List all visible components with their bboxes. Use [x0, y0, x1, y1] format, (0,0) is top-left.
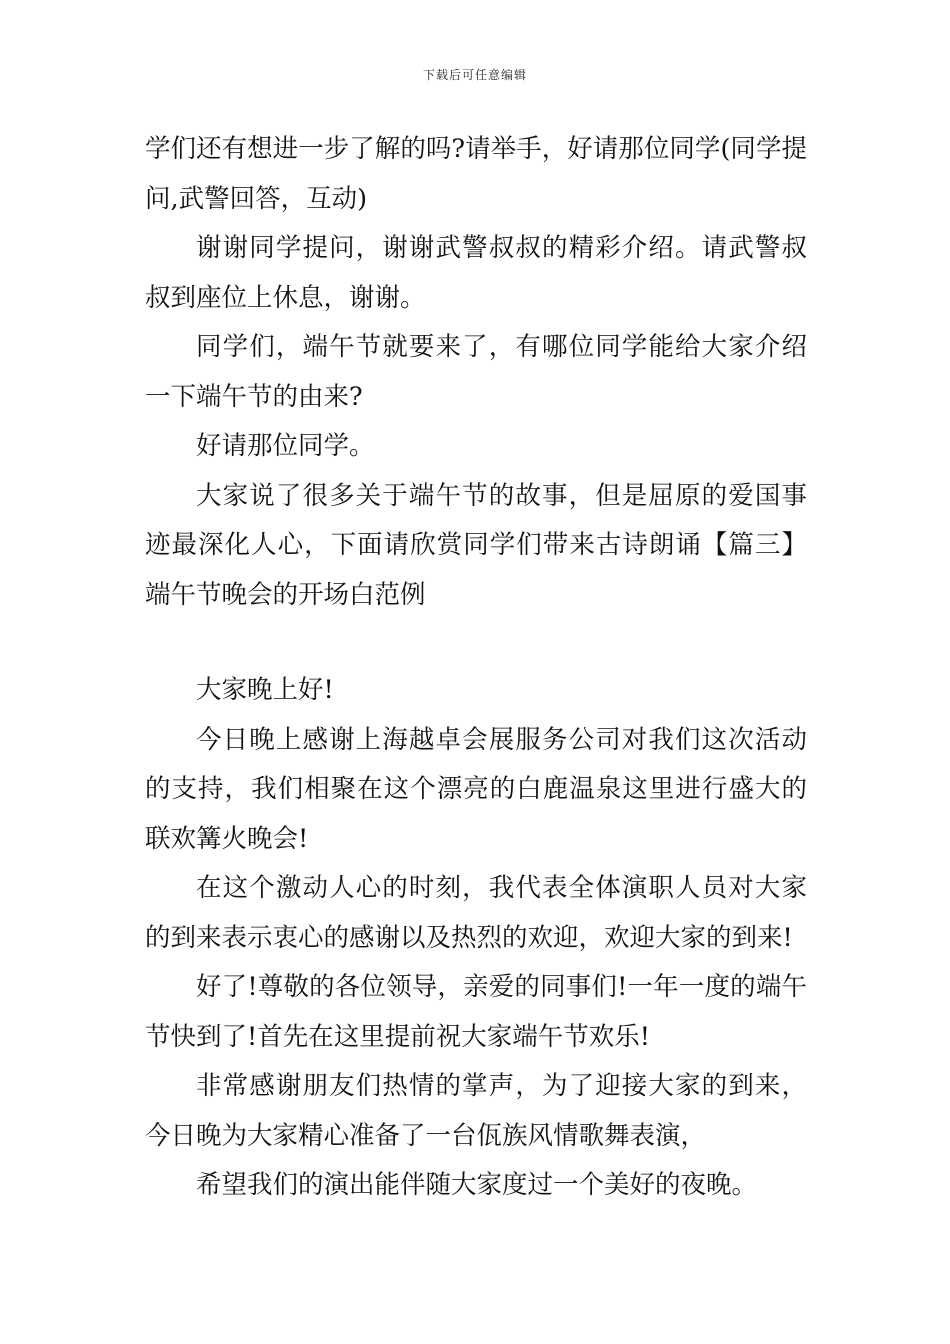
paragraph-spacer	[145, 620, 807, 666]
paragraph-2: 谢谢同学提问，谢谢武警叔叔的精彩介绍。请武警叔叔到座位上休息，谢谢。	[145, 233, 807, 313]
page-header-note: 下载后可任意编辑	[422, 68, 527, 82]
paragraph-8: 在这个激动人心的时刻，我代表全体演职人员对大家的到来表示衷心的感谢以及热烈的欢迎，欢迎大家的到来!	[145, 873, 807, 953]
document-body	[145, 125, 807, 1211]
paragraph-6: 大家晚上好!	[196, 675, 334, 705]
paragraph-11: 希望我们的演出能伴随大家度过一个美好的夜晚。	[196, 1170, 758, 1200]
paragraph-3: 同学们，端午节就要来了，有哪位同学能给大家介绍一下端午节的由来?	[145, 332, 807, 412]
paragraph-5: 大家说了很多关于端午节的故事，但是屈原的爱国事迹最深化人心，下面请欣赏同学们带来古诗朗诵【篇三】端午节晚会的开场白范例	[145, 480, 807, 610]
paragraph-10: 非常感谢朋友们热情的掌声，为了迎接大家的到来，今日晚为大家精心准备了一台佤族风情歌舞表演，	[145, 1071, 807, 1151]
paragraph-9: 好了!尊敬的各位领导，亲爱的同事们!一年一度的端午节快到了!首先在这里提前祝大家端午节欢乐!	[145, 972, 807, 1052]
paragraph-4: 好请那位同学。	[196, 431, 375, 461]
paragraph-7: 今日晚上感谢上海越卓会展服务公司对我们这次活动的支持，我们相聚在这个漂亮的白鹿温泉这里进行盛大的联欢篝火晚会!	[145, 724, 807, 854]
paragraph-1: 学们还有想进一步了解的吗?请举手，好请那位同学(同学提问,武警回答，互动)	[145, 134, 807, 214]
